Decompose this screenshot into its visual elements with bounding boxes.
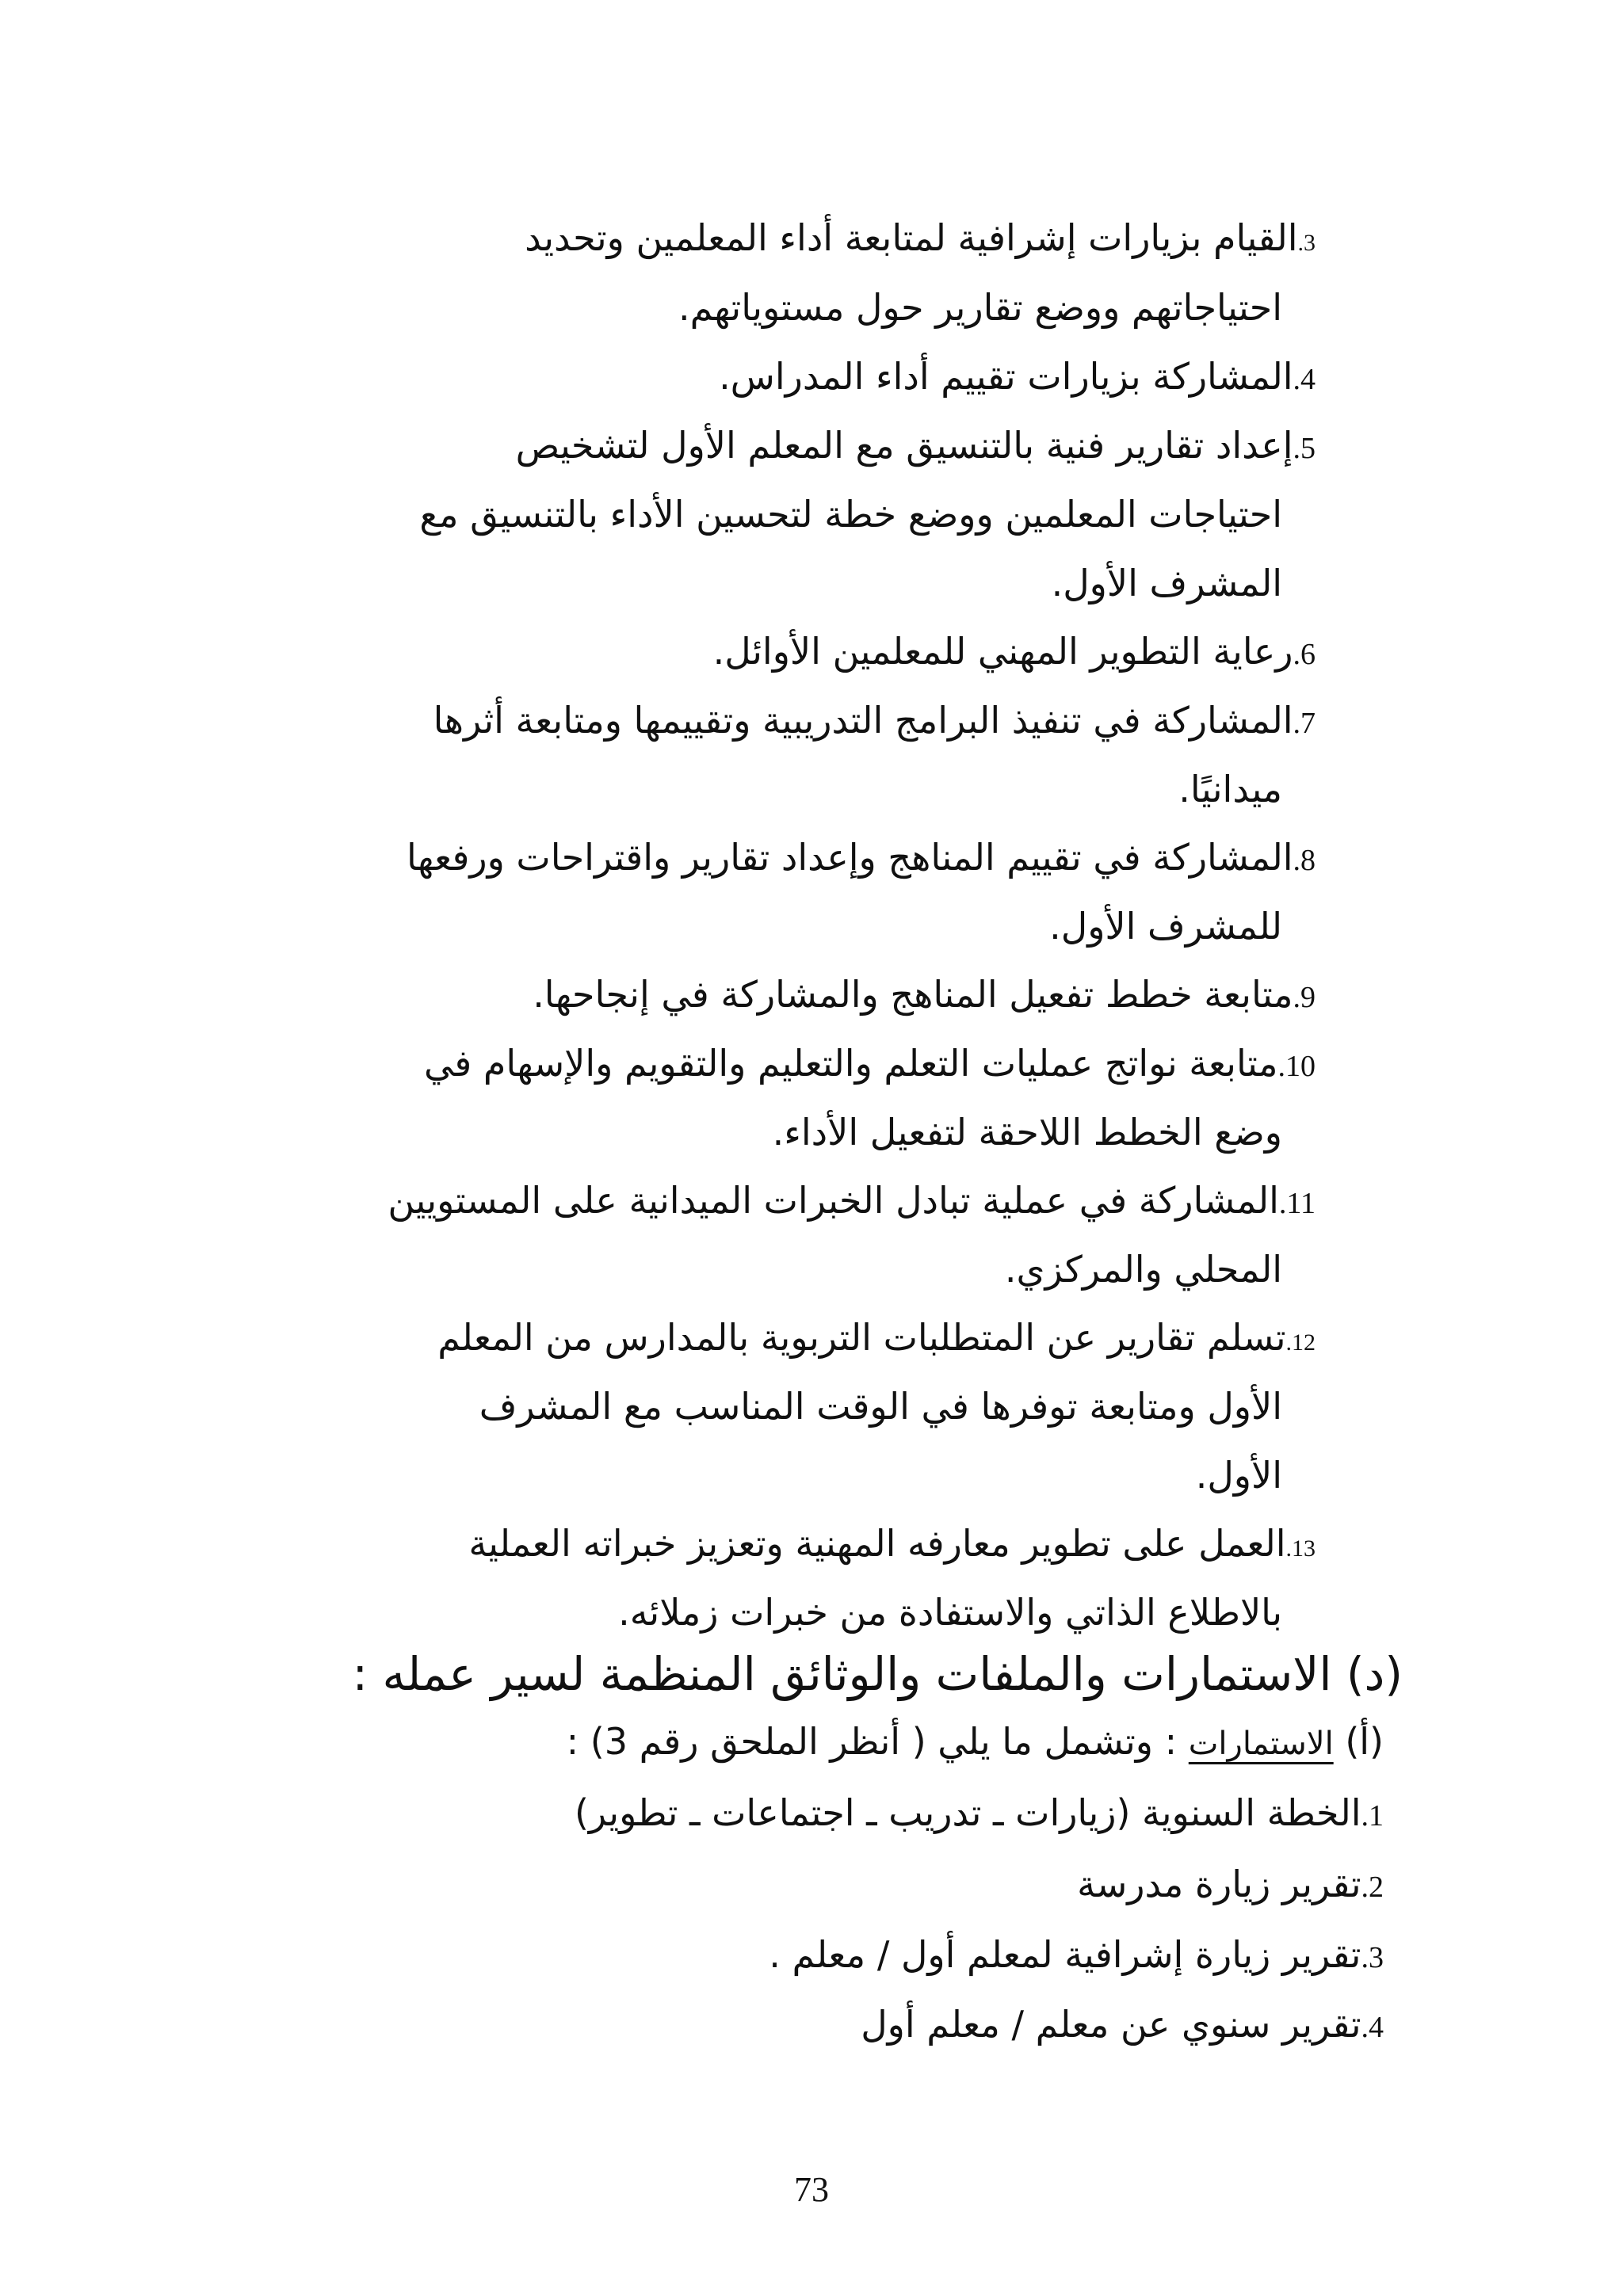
list-item-11-line-2: المحلي والمركزي.	[1004, 1248, 1282, 1291]
form-item-4: 4.تقرير سنوي عن معلم / معلم أول	[861, 2003, 1384, 2046]
list-item-10-line-2: وضع الخطط اللاحقة لتفعيل الأداء.	[772, 1111, 1282, 1154]
list-item-12-line-2: الأول ومتابعة توفرها في الوقت المناسب مع المشرف	[479, 1385, 1282, 1428]
list-item-11-line-1: 11.المشاركة في عملية تبادل الخبرات الميدانية على المستويين	[388, 1179, 1316, 1222]
list-item-10-line-1: 10.متابعة نواتج عمليات التعلم والتعليم والتقويم والإسهام في	[423, 1042, 1316, 1085]
subsection-line	[567, 1718, 1384, 1768]
subsection-rest: : وتشمل ما يلي ( أنظر الملحق رقم 3) :	[566, 1720, 1189, 1763]
list-item-5-line-3: المشرف الأول.	[1051, 562, 1282, 605]
list-item-6-line-1: 6.رعاية التطوير المهني للمعلمين الأوائل.	[712, 630, 1316, 673]
form-item-3: 3.تقرير زيارة إشرافية لمعلم أول / معلم .	[769, 1933, 1384, 1976]
subsection-prefix: (أ)	[1345, 1720, 1384, 1763]
list-item-12-line-1: 12.تسلم تقارير عن المتطلبات التربوية بالمدارس من المعلم	[437, 1316, 1316, 1359]
list-item-13-line-2: بالاطلاع الذاتي والاستفادة من خبرات زملائه.	[618, 1591, 1282, 1634]
list-item-3-line-2: احتياجاتهم ووضع تقارير حول مستوياتهم.	[678, 286, 1282, 329]
list-item-13-line-1: 13.العمل على تطوير معارفه المهنية وتعزيز خبراته العملية	[468, 1522, 1316, 1565]
list-item-7-line-1: 7.المشاركة في تنفيذ البرامج التدريبية وتقييمها ومتابعة أثرها	[433, 699, 1316, 742]
section-heading: (د) الاستمارات والملفات والوثائق المنظمة لسير عمله :	[352, 1647, 1403, 1701]
subsection-label: الاستمارات	[1188, 1726, 1334, 1762]
list-item-5-line-1: 5.إعداد تقارير فنية بالتنسيق مع المعلم الأول لتشخيص	[515, 424, 1316, 467]
form-item-1: 1.الخطة السنوية (زيارات ـ تدريب ـ اجتماعات ـ تطوير)	[574, 1791, 1384, 1834]
list-item-8-line-1: 8.المشاركة في تقييم المناهج وإعداد تقارير واقتراحات ورفعها	[406, 836, 1316, 879]
list-item-5-line-2: احتياجات المعلمين ووضع خطة لتحسين الأداء بالتنسيق مع	[419, 493, 1282, 536]
list-item-12-line-3: الأول.	[1195, 1454, 1282, 1497]
page-number: 73	[794, 2170, 829, 2209]
list-item-7-line-2: ميدانيًا.	[1178, 768, 1282, 810]
form-item-2: 2.تقرير زيارة مدرسة	[1077, 1863, 1384, 1905]
list-item-8-line-2: للمشرف الأول.	[1049, 905, 1282, 948]
list-item-3-line-1: 3.القيام بزيارات إشرافية لمتابعة أداء المعلمين وتحديد	[525, 216, 1316, 259]
list-item-9-line-1: 9.متابعة خطط تفعيل المناهج والمشاركة في إنجاحها.	[533, 973, 1316, 1016]
list-item-4-line-1: 4.المشاركة بزيارات تقييم أداء المدراس.	[719, 355, 1316, 398]
